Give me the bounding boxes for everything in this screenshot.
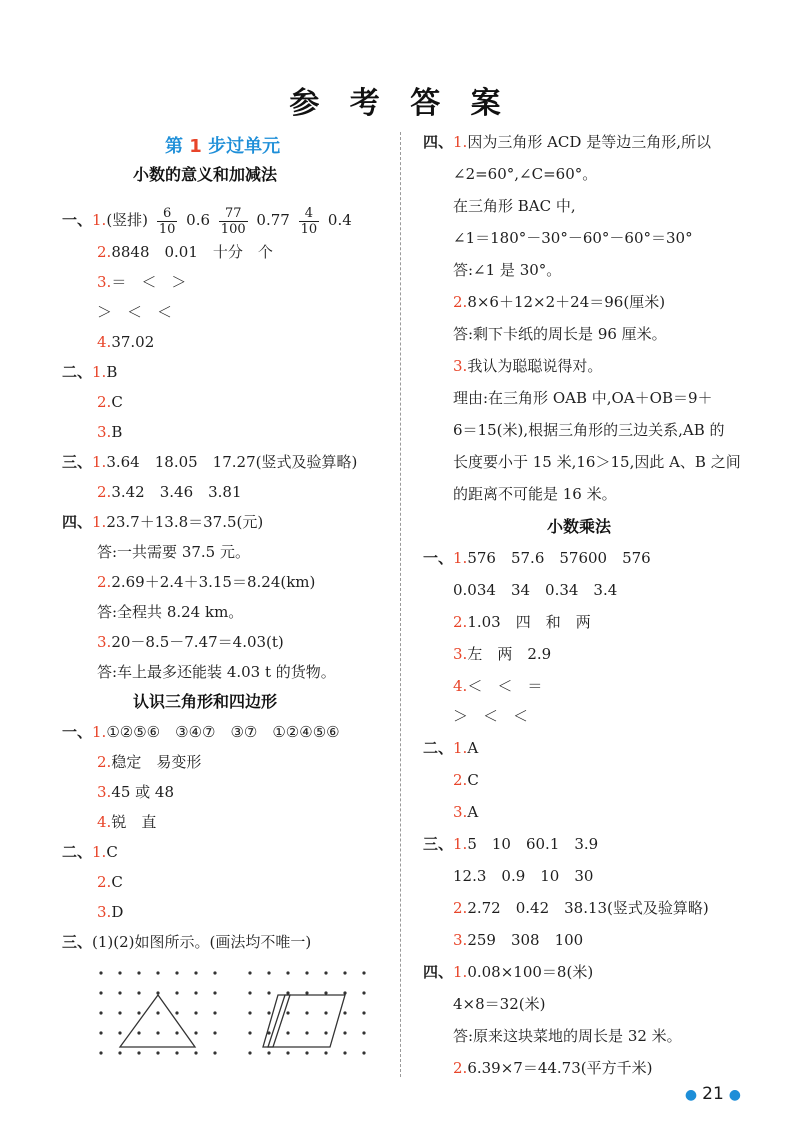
grid-dot — [194, 971, 197, 974]
grid-dot — [137, 1011, 140, 1014]
mult-3-3: 3.259 308 100 — [453, 931, 584, 949]
answer-1-3: 3.＝ ＜ ＞ — [97, 273, 187, 291]
answer-2-2: 2.C — [97, 393, 123, 411]
answer-2-1: 二、1.B — [62, 363, 118, 381]
grid-dot — [118, 1011, 121, 1014]
grid-dot — [137, 1051, 140, 1054]
mult-1-3: 3.左 两 2.9 — [453, 645, 552, 663]
right-4-1-line2: ∠2=60°,∠C=60°。 — [453, 165, 598, 183]
mult-2-1: 二、1.A — [423, 739, 479, 757]
mult-2-3: 3.A — [453, 803, 479, 821]
grid-dot — [194, 1051, 197, 1054]
grid-dot — [324, 1011, 327, 1014]
mult-1-1-line2: 0.034 34 0.34 3.4 — [453, 581, 618, 599]
shapes-2-2: 2.C — [97, 873, 123, 891]
shapes-1-1: 一、1.①②⑤⑥ ③④⑦ ③⑦ ①②④⑤⑥ — [62, 723, 340, 741]
grid-dot — [213, 1011, 216, 1014]
grid-dot — [324, 991, 327, 994]
grid-dot — [267, 991, 270, 994]
fraction: $\frac{77}{100}$ — [220, 205, 246, 237]
answer-1-4: 4.37.02 — [97, 333, 155, 351]
grid-dot — [213, 991, 216, 994]
grid-dot — [248, 1011, 251, 1014]
column-divider — [400, 132, 401, 1077]
grid-dot — [99, 1051, 102, 1054]
answer-1-3-line2: ＞ ＜ ＜ — [97, 303, 173, 321]
mult-4-1-reply: 答:原来这块菜地的周长是 32 米。 — [453, 1027, 682, 1045]
answer-4-3-reply: 答:车上最多还能装 4.03 t 的货物。 — [97, 663, 336, 681]
right-4-1-reply: 答:∠1 是 30°。 — [453, 261, 562, 279]
grid-dot — [324, 1031, 327, 1034]
right-4-3-line3: 6＝15(米),根据三角形的三边关系,AB 的 — [453, 421, 725, 439]
grid-dot — [362, 1051, 365, 1054]
mult-4-2: 2.6.39×7＝44.73(平方千米) — [453, 1059, 653, 1077]
answer-4-2-reply: 答:全程共 8.24 km。 — [97, 603, 244, 621]
grid-dot — [305, 1051, 308, 1054]
item-number: 1. — [92, 211, 107, 229]
answer-4-1: 四、1.23.7＋13.8＝37.5(元) — [62, 513, 264, 531]
right-4-3-line4: 长度要小于 15 米,16＞15,因此 A、B 之间 — [453, 453, 741, 471]
dot-icon: ● — [728, 1087, 741, 1103]
dot-grid-right — [248, 971, 365, 1054]
dot-grid-figure — [95, 965, 385, 1070]
mult-2-2: 2.C — [453, 771, 479, 789]
mult-1-4-line2: ＞ ＜ ＜ — [453, 707, 529, 725]
grid-dot — [156, 1011, 159, 1014]
answer-3-2: 2.3.42 3.46 3.81 — [97, 483, 242, 501]
grid-dot — [213, 1031, 216, 1034]
fraction: $\frac{6}{10}$ — [158, 205, 176, 237]
right-4-3: 3.我认为聪聪说得对。 — [453, 357, 603, 375]
shapes-1-4: 4.锐 直 — [97, 813, 157, 831]
grid-dot — [248, 971, 251, 974]
shapes-2-1: 二、1.C — [62, 843, 118, 861]
answer-2-3: 3.B — [97, 423, 123, 441]
grid-dot — [99, 991, 102, 994]
grid-dot — [305, 991, 308, 994]
grid-dot — [343, 1011, 346, 1014]
grid-dot — [305, 1011, 308, 1014]
answer-3-1: 三、1.3.64 18.05 17.27(竖式及验算略) — [62, 453, 358, 471]
mult-4-1: 四、1.0.08×100＝8(米) — [423, 963, 594, 981]
fraction: $\frac{4}{10}$ — [300, 205, 318, 237]
dot-icon: ● — [684, 1087, 698, 1103]
shapes-3: 三、(1)(2)如图所示。(画法均不唯一) — [62, 933, 312, 951]
grid-dot — [156, 1031, 159, 1034]
grid-dot — [267, 1051, 270, 1054]
grid-dot — [343, 1051, 346, 1054]
grid-dot — [286, 1031, 289, 1034]
right-4-1-line3: 在三角形 BAC 中, — [453, 197, 576, 215]
grid-dot — [362, 971, 365, 974]
grid-dot — [99, 971, 102, 974]
grid-dot — [99, 1011, 102, 1014]
grid-dot — [175, 1051, 178, 1054]
mult-3-1: 三、1.5 10 60.1 3.9 — [423, 835, 599, 853]
right-4-2: 2.8×6＋12×2＋24＝96(厘米) — [453, 293, 666, 311]
grid-dot — [267, 1011, 270, 1014]
trapezoid-figure — [268, 995, 290, 1047]
answer-1-1 — [62, 200, 352, 240]
grid-dot — [362, 1011, 365, 1014]
grid-dot — [118, 1031, 121, 1034]
step-suffix: 步过单元 — [208, 136, 281, 157]
triangle-figure — [120, 995, 195, 1047]
section-title-multiplication: 小数乘法 — [547, 517, 612, 536]
page-title: 参 考 答 案 — [289, 86, 511, 121]
grid-dot — [175, 971, 178, 974]
right-4-3-line5: 的距离不可能是 16 米。 — [453, 485, 617, 503]
grid-dot — [248, 1051, 251, 1054]
grid-dot — [175, 991, 178, 994]
right-4-1-line4: ∠1＝180°－30°－60°－60°＝30° — [453, 229, 693, 247]
step-heading — [165, 132, 280, 158]
grid-dot — [175, 1011, 178, 1014]
grid-dot — [156, 971, 159, 974]
grid-dot — [137, 971, 140, 974]
shapes-1-2: 2.稳定 易变形 — [97, 753, 202, 771]
grid-dot — [156, 1051, 159, 1054]
section-title-decimals: 小数的意义和加减法 — [133, 165, 278, 184]
grid-dot — [343, 991, 346, 994]
answer-1-2: 2.8848 0.01 十分 个 — [97, 243, 273, 261]
answer-value: 0.6 — [186, 211, 211, 229]
mult-1-2: 2.1.03 四 和 两 — [453, 613, 591, 631]
answer-4-3: 3.20－8.5－7.47＝4.03(t) — [97, 633, 284, 651]
dot-grid-left — [99, 971, 216, 1054]
grid-dot — [118, 991, 121, 994]
grid-dot — [362, 1031, 365, 1034]
grid-dot — [118, 1051, 121, 1054]
answer-4-1-reply: 答:一共需要 37.5 元。 — [97, 543, 250, 561]
grid-dot — [286, 991, 289, 994]
mult-4-1-line2: 4×8＝32(米) — [453, 995, 546, 1013]
mult-1-4: 4.＜ ＜ ＝ — [453, 677, 543, 695]
grid-dot — [194, 1031, 197, 1034]
mult-3-1-line2: 12.3 0.9 10 30 — [453, 867, 594, 885]
grid-dot — [286, 1011, 289, 1014]
grid-dot — [286, 1051, 289, 1054]
grid-dot — [324, 971, 327, 974]
grid-dot — [362, 991, 365, 994]
grid-dot — [267, 971, 270, 974]
grid-dot — [286, 971, 289, 974]
right-4-1: 四、1.因为三角形 ACD 是等边三角形,所以 — [423, 133, 711, 151]
grid-dot — [194, 1011, 197, 1014]
grid-dot — [118, 971, 121, 974]
section-title-shapes: 认识三角形和四边形 — [133, 692, 278, 711]
step-number: 1 — [189, 136, 202, 157]
grid-dot — [213, 1051, 216, 1054]
grid-dot — [175, 1031, 178, 1034]
mult-3-2: 2.2.72 0.42 38.13(竖式及验算略) — [453, 899, 709, 917]
right-4-3-line2: 理由:在三角形 OAB 中,OA＋OB＝9＋ — [453, 389, 713, 407]
grid-dot — [343, 971, 346, 974]
grid-dot — [137, 1031, 140, 1034]
grid-dot — [305, 1031, 308, 1034]
section-marker: 一、 — [62, 211, 93, 229]
answer-value: 0.77 — [256, 211, 290, 229]
right-4-2-reply: 答:剩下卡纸的周长是 96 厘米。 — [453, 325, 667, 343]
grid-dot — [305, 971, 308, 974]
grid-dot — [248, 991, 251, 994]
grid-dot — [324, 1051, 327, 1054]
step-prefix: 第 — [165, 136, 183, 157]
answer-value: 0.4 — [327, 211, 352, 229]
answer-4-2: 2.2.69＋2.4＋3.15＝8.24(km) — [97, 573, 316, 591]
grid-dot — [213, 971, 216, 974]
grid-dot — [137, 991, 140, 994]
grid-dot — [194, 991, 197, 994]
shapes-1-3: 3.45 或 48 — [97, 783, 175, 801]
mult-1-1: 一、1.576 57.6 57600 576 — [423, 549, 651, 567]
grid-dot — [99, 1031, 102, 1034]
shapes-2-3: 3.D — [97, 903, 124, 921]
grid-dot — [343, 1031, 346, 1034]
grid-dot — [248, 1031, 251, 1034]
page-number: ● 21 ● — [684, 1084, 741, 1104]
answer-text: (竖排) — [106, 211, 149, 229]
